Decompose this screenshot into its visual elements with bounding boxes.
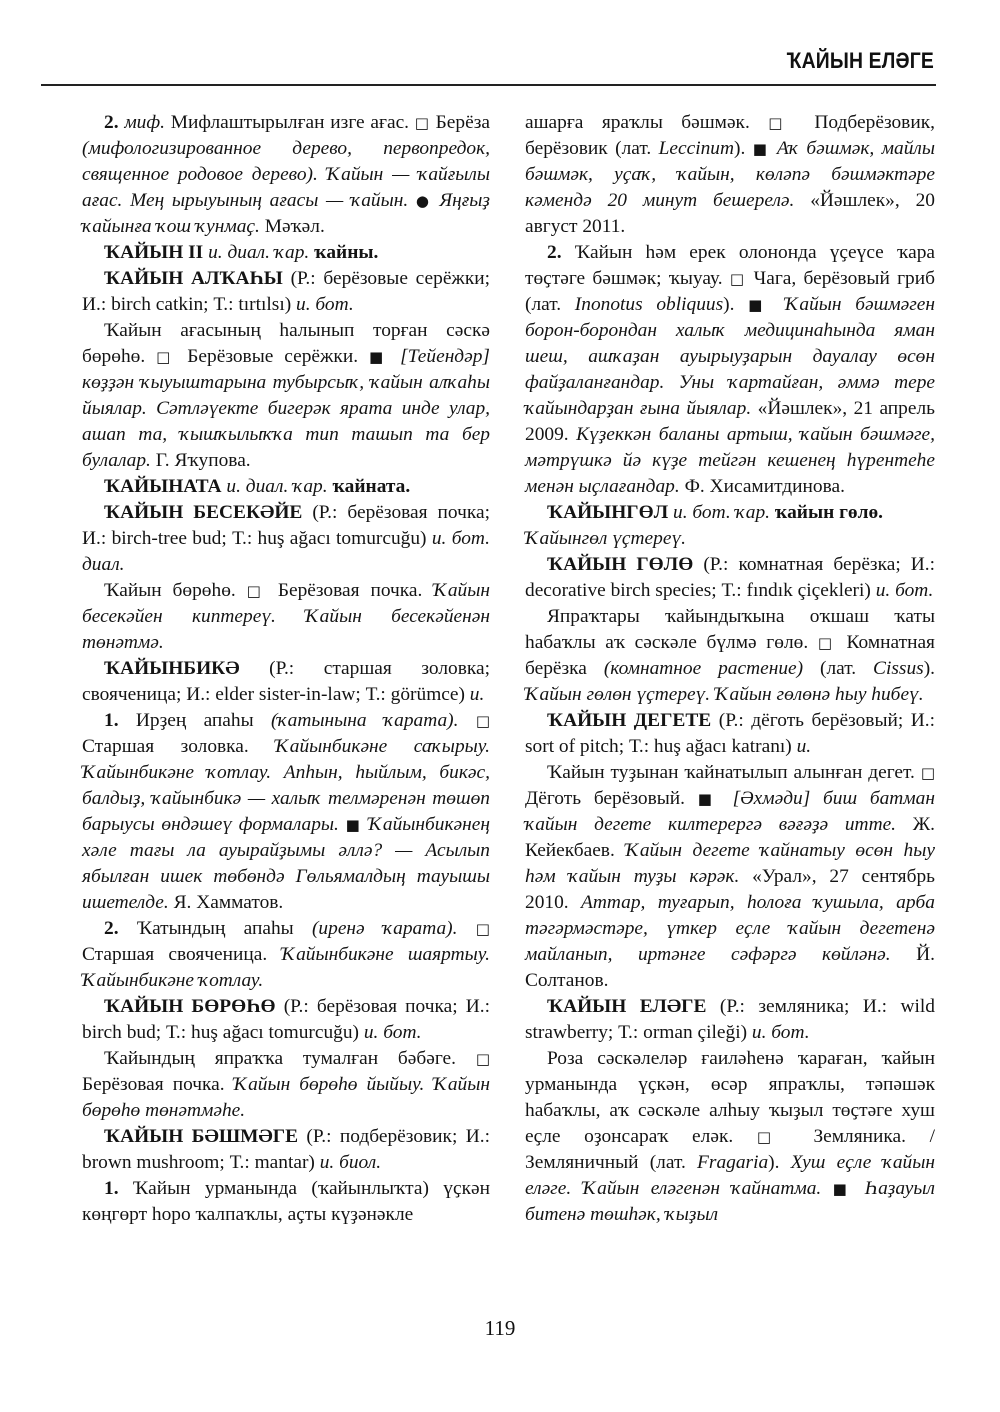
headword: ҠАЙЫН ДЕГЕТЕ	[547, 710, 712, 731]
text-run: (Р.: дёготь берёзовый; И.: sort of pitch; Т.: huş ağacı katranı)	[525, 710, 935, 757]
text-run: ).	[734, 138, 753, 159]
headword: ҠАЙЫН ЕЛӘГЕ	[547, 996, 707, 1017]
dictionary-entry	[82, 994, 490, 1046]
italic-text: (иренә ҡарата).	[311, 918, 458, 939]
text-run: Ҡайын туҙынан ҡайнатылып алынған дегет.	[547, 762, 921, 783]
text-run: Мифлаштырылған изге ағас.	[165, 112, 415, 133]
headword: ҠАЙЫНАТА	[104, 476, 222, 497]
bold-text: ҡайын гөлө.	[770, 502, 884, 523]
text-run: Дёготь берёзовый.	[525, 788, 698, 809]
italic-text: Inonotus obliquus	[574, 294, 724, 315]
italic-text: Аттар, туғарып, һолоға ҡушыла, арба тәгәрмәстәре, үткер еҫле ҡайын дегетенә майланып, иртәнге сәфәргә көйләнә.	[525, 892, 935, 965]
bold-text: ҡайны.	[309, 242, 379, 263]
white-square-icon: □	[475, 1050, 490, 1068]
italic-text: Ҡайынбикәне шаяртыу. Ҡайынбикәне ҡотлау.	[82, 944, 490, 991]
dictionary-entry	[82, 240, 490, 266]
headword: ҠАЙЫН II	[104, 242, 204, 263]
text-run: Берёзовая почка.	[266, 580, 434, 601]
italic-text: Ҡайын гөлөн үҫтереү. Ҡайын гөлөнә һыу һибеү.	[525, 684, 924, 705]
text-run: Комнатная берёзка	[525, 632, 935, 679]
italic-text: Яңғыҙ ҡайынға ҡош ҡунмаҫ.	[82, 190, 490, 237]
text-run: (Р.: берёзовая почка; И.: birch bud; Т.: huş ağacı tomurcuğu)	[82, 996, 490, 1043]
definition-paragraph	[82, 578, 490, 656]
right-column	[525, 110, 935, 1228]
text-run: Ҡайын ағасының һалынып торған сәскә бөрөһө.	[82, 320, 490, 367]
italic-text: (ҡатынына ҡарата).	[270, 710, 459, 731]
text-run: «Йәшлек», 21 апрель 2009.	[525, 398, 935, 445]
italic-text: Күҙеккән баланы артыш, ҡайын бәшмәге, мәтрүшкә йә күҙе тейгән кешенең һүрентеһе менән ыҫлағандар.	[525, 424, 935, 497]
text-run: Ҡайындың япраҡҡа тумалған бәбәге.	[104, 1048, 476, 1069]
text-run	[458, 918, 476, 939]
white-square-icon: □	[768, 114, 796, 132]
bold-text: ҡайната.	[327, 476, 411, 497]
bold-text: 2.	[547, 242, 562, 263]
black-square-icon: ■	[821, 1180, 865, 1198]
white-square-icon: □	[475, 920, 490, 938]
italic-text: и. бот. ҡар.	[668, 502, 770, 523]
running-head: ҠАЙЫН ЕЛӘГЕ	[786, 48, 934, 73]
text-run: Ф. Хисамитдинова.	[679, 476, 845, 497]
text-run: ашарға яраҡлы бәшмәк.	[525, 112, 769, 133]
text-run: ).	[723, 294, 749, 315]
text-run: ).	[768, 1152, 791, 1173]
italic-text: и. бот.	[363, 1022, 422, 1043]
headword: ҠАЙЫНБИКӘ	[104, 658, 240, 679]
text-run: Чага, берёзовый гриб (лат.	[525, 268, 935, 315]
black-square-icon: ■	[368, 348, 390, 366]
example-paragraph	[525, 526, 935, 552]
definition-paragraph	[82, 1046, 490, 1124]
white-square-icon: □	[156, 348, 177, 366]
text-run: Япраҡтары ҡайындыҡына оҡшаш ҡаты һабаҡлы аҡ сәскәле бүлмә гөлө.	[525, 606, 935, 653]
italic-text: Ҡайын бөрөһө йыйыу. Ҡайын бөрөһө төнәтмәһе.	[82, 1074, 490, 1121]
headword: ҠАЙЫН БЕСЕКӘЙЕ	[104, 502, 303, 523]
headword: ҠАЙЫН АЛҠАҺЫ	[104, 268, 283, 289]
left-column	[82, 110, 490, 1228]
italic-text: и.	[469, 684, 485, 705]
italic-text: Cissus	[873, 658, 924, 679]
italic-text: Ҡайын бәшмәген борон-борондан халыҡ медицинаһында яман шеш, ашҡаҙан ауырыуҙарын дауалау өсөн файҙаланғандар. Уны ҡартайған, әммә тере ҡайындарҙан ғына йыялар.	[525, 294, 935, 419]
text-run: (Р.: подберёзовик; И.: brown mushroom; Т.: mantar)	[82, 1126, 490, 1173]
definition-paragraph	[525, 1046, 935, 1228]
white-square-icon: □	[920, 764, 935, 782]
italic-text: (мифологизированное дерево, первопредок, священное родовое дерево). Ҡайын — ҡайғылы ағас. Мең ырыуының ағасы — ҡайын.	[82, 138, 490, 211]
dictionary-entry	[82, 656, 490, 708]
italic-text: (комнатное растение)	[603, 658, 804, 679]
text-run: (Р.: старшая золовка; свояченица; И.: elder sister-in-law; Т.: görümce)	[82, 658, 490, 705]
dictionary-entry	[525, 708, 935, 760]
italic-text: Ҡайын дегете ҡайнатыу өсөн һыу һәм ҡайын туҙы кәрәк.	[525, 840, 935, 887]
italic-text: Ҡайынбикәнең хәле тағы ла ауырайҙымы әллә? — Асылып ябылған ишек төбөндә Гөльямалдың тауышы ишетелде.	[82, 814, 490, 913]
black-square-icon: ■	[748, 296, 772, 314]
italic-text: Ҡайын бесекәйен киптереү. Ҡайын бесекәйенән төнәтмә.	[82, 580, 490, 653]
white-square-icon: □	[817, 634, 837, 652]
text-run: Я. Хамматов.	[168, 892, 284, 913]
bold-text: 2.	[104, 112, 125, 133]
text-run: Подберёзовик, берёзовик (лат.	[525, 112, 935, 159]
italic-text: Ҡайынгөл үҫтереү.	[525, 528, 686, 549]
dictionary-entry	[525, 994, 935, 1046]
dictionary-entry	[82, 1124, 490, 1176]
white-square-icon: □	[246, 582, 267, 600]
text-run: Старшая золовка.	[82, 736, 276, 757]
text-run: Ж. Кейекбаев.	[525, 814, 935, 861]
dictionary-entry	[82, 266, 490, 318]
dictionary-entry	[525, 552, 935, 604]
italic-text: Leccinum	[658, 138, 735, 159]
text-run: Ҡайын бөрөһө.	[104, 580, 247, 601]
italic-text: миф.	[124, 112, 165, 133]
header-rule	[41, 84, 936, 86]
text-run: Земляника. / Земляничный (лат.	[525, 1126, 935, 1173]
bold-text: 1.	[104, 1178, 119, 1199]
sense-paragraph	[82, 1176, 490, 1228]
sense-paragraph	[82, 110, 490, 240]
text-run: Берёза	[429, 112, 490, 133]
text-run: Берёзовая почка.	[82, 1074, 234, 1095]
white-square-icon: □	[475, 712, 490, 730]
text-run: ).	[923, 658, 935, 679]
text-run: Ҡатындың апаһы	[118, 918, 312, 939]
text-run: Ирҙең апаһы	[118, 710, 271, 731]
italic-text: и. диал. ҡар.	[221, 476, 328, 497]
text-run: «Урал», 27 сентябрь 2010.	[525, 866, 935, 913]
definition-paragraph	[82, 318, 490, 474]
black-square-icon: ■	[752, 140, 770, 158]
continued-paragraph	[525, 110, 935, 240]
text-run: Г. Яҡупова.	[150, 450, 251, 471]
text-run: (Р.: комнатная берёзка; И.: decorative birch species; Т.: fındık çiçekleri)	[525, 554, 936, 601]
text-run: Старшая свояченица.	[82, 944, 282, 965]
italic-text: Һаҙауыл битенә төшһәк, ҡыҙыл	[525, 1178, 935, 1225]
headword: ҠАЙЫН БӨРӨҺӨ	[104, 996, 276, 1017]
white-square-icon: □	[414, 114, 430, 132]
sense-paragraph	[82, 708, 490, 916]
definition-paragraph	[525, 760, 935, 994]
text-run: (Р.: земляника; И.: wild strawberry; Т.: orman çileği)	[525, 996, 935, 1043]
italic-text: и. диал. ҡар.	[203, 242, 310, 263]
text-run: Ҡайын урманында (ҡайынлыҡта) үҫкән көңгөрт һоро ҡалпаҡлы, аҫты күҙәнәкле	[82, 1178, 490, 1225]
dictionary-entry	[82, 500, 490, 578]
page-number: 119	[484, 1316, 516, 1340]
italic-text: [Тейендәр] көҙҙән ҡыуыштарына тубырсыҡ, ҡайын алҡаһы йыялар. Сәтләүекте бигерәк ярата инде улар, ашап та, ҡышҡылыҡҡа тип ташып та бер булалар.	[82, 346, 490, 471]
text-run: Й. Солтанов.	[525, 944, 936, 991]
headword: ҠАЙЫН ГӨЛӨ	[547, 554, 694, 575]
italic-text: Аҡ бәшмәк, майлы бәшмәк, уҫаҡ, ҡайын, көләпә бәшмәктәре кәмендә 20 минут бешерелә.	[525, 138, 935, 211]
italic-text: и. биол.	[319, 1152, 382, 1173]
text-run	[458, 710, 475, 731]
italic-text: и. бот. диал.	[82, 528, 490, 575]
italic-text: и. бот.	[296, 294, 354, 315]
italic-text: и. бот.	[751, 1022, 810, 1043]
headword: ҠАЙЫНГӨЛ	[547, 502, 669, 523]
italic-text: и. бот.	[875, 580, 934, 601]
text-run: (лат.	[803, 658, 874, 679]
white-square-icon: □	[729, 270, 747, 288]
black-square-icon: ■	[338, 816, 369, 834]
definition-paragraph	[525, 604, 935, 708]
text-run: (Р.: берёзовые серёжки; И.: birch catkin; Т.: tırtılsı)	[82, 268, 491, 315]
sense-paragraph	[525, 240, 935, 500]
italic-text: и.	[796, 736, 812, 757]
bold-text: 1.	[104, 710, 119, 731]
bold-text: 2.	[104, 918, 119, 939]
text-run: (Р.: берёзовая почка; И.: birch-tree bud; Т.: huş ağacı tomurcuğu)	[82, 502, 490, 549]
italic-text: [Әхмәди] биш батман ҡайын дегете килтерергә вәғәҙә итте.	[525, 788, 935, 835]
dictionary-entry	[525, 500, 935, 526]
italic-text: Ҡайынбикәне саҡырыу. Ҡайынбикәне ҡотлау. Апһын, һыйлым, бикәс, балдыҙ, ҡайынбикә — халыҡ телмәренән төшөп барыусы өндәшеү формалары.	[82, 736, 490, 835]
bullet-icon: ●	[408, 192, 440, 210]
black-square-icon: ■	[697, 790, 720, 808]
sense-paragraph	[82, 916, 490, 994]
headword: ҠАЙЫН БӘШМӘГЕ	[104, 1126, 299, 1147]
dictionary-entry	[82, 474, 490, 500]
italic-text: Fragaria	[697, 1152, 769, 1173]
text-run: Берёзовые серёжки.	[176, 346, 369, 367]
white-square-icon: □	[756, 1128, 790, 1146]
text-run: Мәҡәл.	[259, 216, 325, 237]
text-run: «Йәшлек», 20 август 2011.	[525, 190, 935, 237]
text-run: Ҡайын һәм ерек олононда үҫеүсе ҡара төҫтәге бәшмәк; ҡыуау.	[525, 242, 935, 289]
text-run: Роза сәскәлеләр ғаиләһенә ҡараған, ҡайын урманында үҫкән, өсәр япраҡлы, тәпәшәк һабаҡлы, аҡ сәскәле алһыу ҡыҙыл төҫтәге хуш еҫле оҙонсараҡ еләк.	[525, 1048, 935, 1147]
italic-text: Хуш еҫле ҡайын еләге. Ҡайын еләгенән ҡайнатма.	[525, 1152, 935, 1199]
